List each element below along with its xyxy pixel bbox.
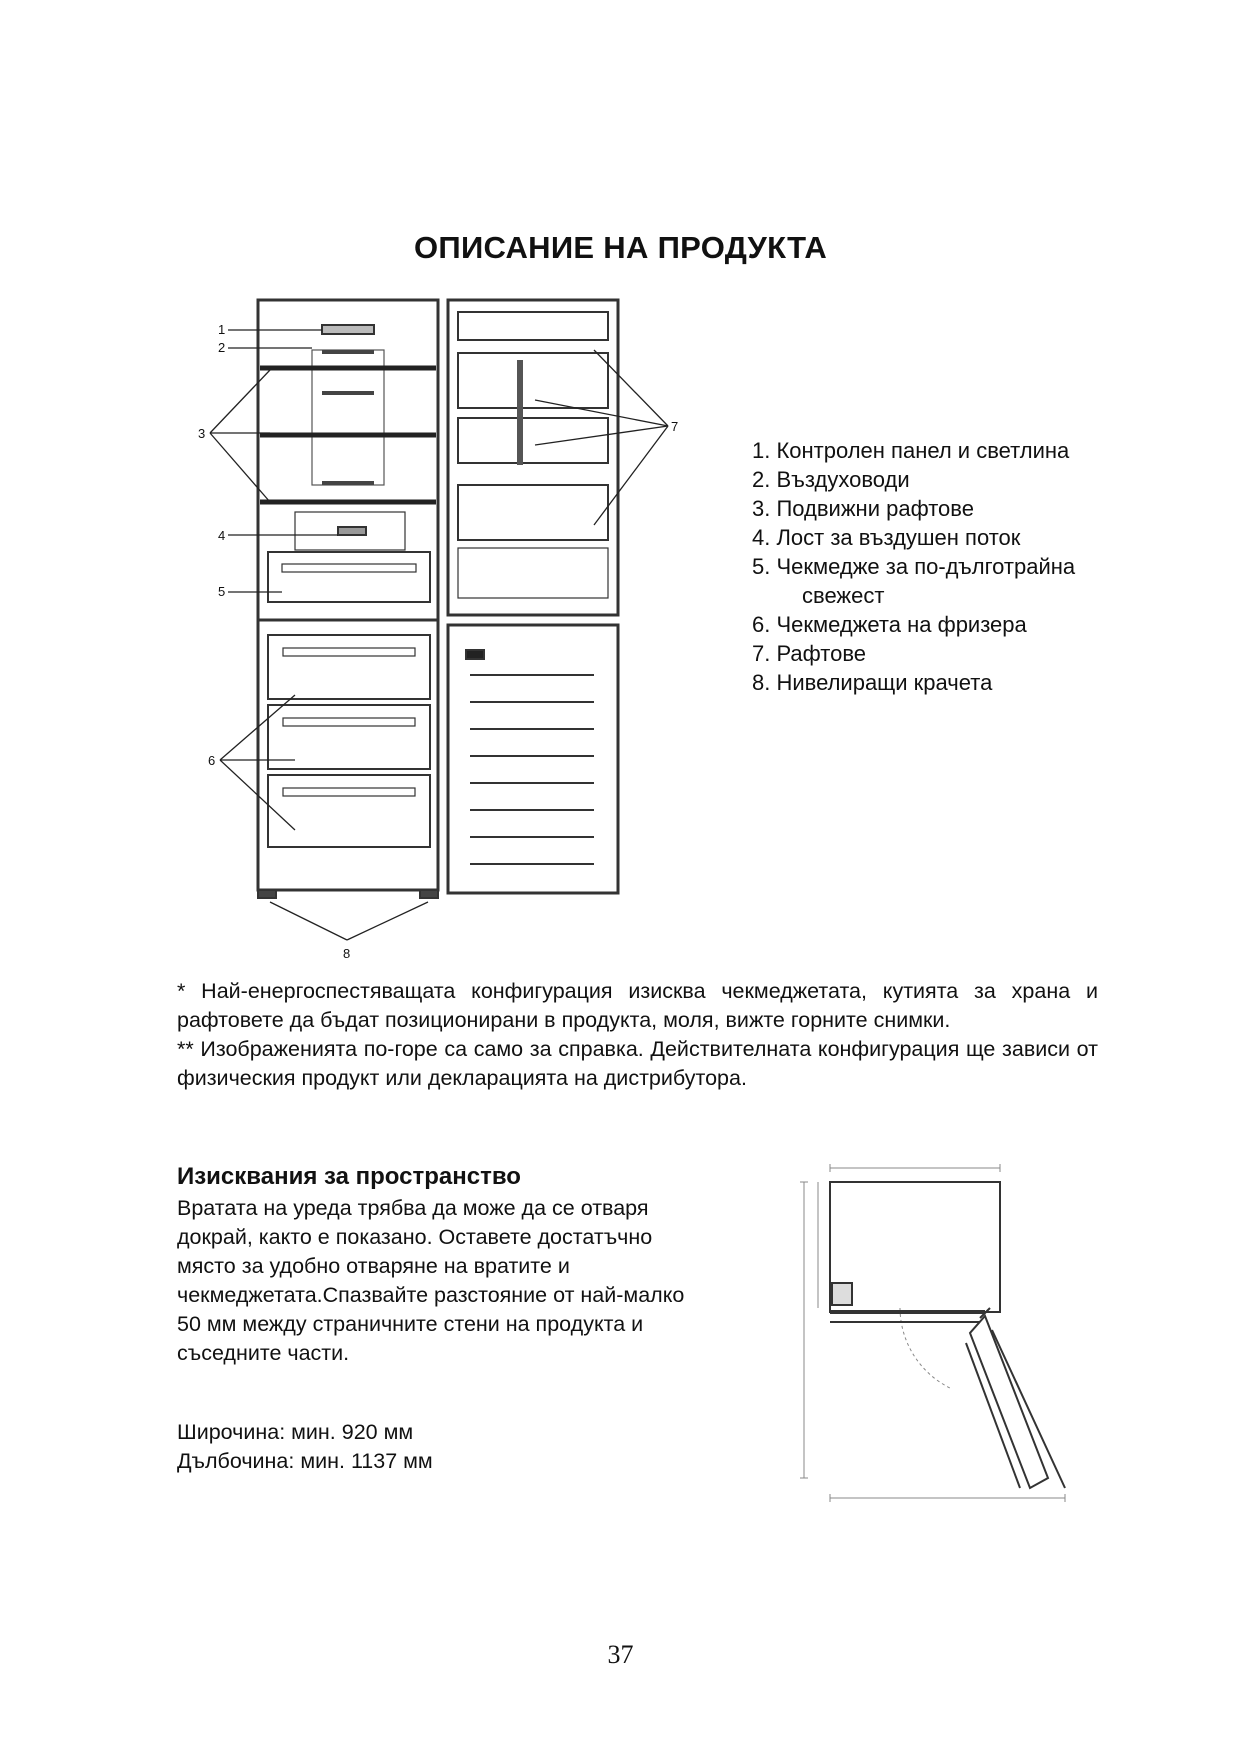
callout-1: 1 [218,322,226,337]
callout-4: 4 [218,528,226,543]
callout-6: 6 [208,753,216,768]
dimensions [177,1418,433,1476]
legend-item: 1. Контролен панел и светлина [752,438,1070,463]
callout-5: 5 [218,584,226,599]
legend-item: 7. Рафтове [752,641,866,666]
legend-item: 4. Лост за въздушен поток [752,525,1021,550]
note-images-reference: ** Изображенията по-горе са само за справка. Действителната конфигурация ще зависи от физическия продукт или декларацията на дистрибутора. [177,1037,1098,1090]
legend-item: 6. Чекмеджета на фризера [752,612,1027,637]
space-requirements-text: Вратата на уреда трябва да може да се отваря докрай, както е показано. Оставете достатъчно място за удобно отваряне на вратите и чекмеджетата.Спазвайте разстояние от най-малко 50 мм между страничните стени на продукта и съседните части. [177,1196,685,1365]
callout-3: 3 [198,426,206,441]
page-title: ОПИСАНИЕ НА ПРОДУКТА [413,230,828,265]
note-energy-config: * Най-енергоспестяващата конфигурация изисква чекмеджетата, кутията за храна и рафтовете да бъдат позиционирани в продукта, моля, вижте горните снимки. [177,979,1098,1032]
callout-7: 7 [671,419,679,434]
legend-item: 5. Чекмедже за по-дълготрайна свежест [752,554,1076,608]
callout-8: 8 [343,946,351,961]
notes [177,977,1098,1093]
legend-item: 2. Въздуховоди [752,467,910,492]
min-depth: Дълбочина: мин. 1137 мм [177,1449,433,1473]
legend-item: 8. Нивелиращи крачета [752,670,993,695]
callout-2: 2 [218,340,226,355]
legend-item: 3. Подвижни рафтове [752,496,974,521]
component-legend [752,436,1142,697]
door-clearance-diagram [780,1158,1080,1518]
min-width: Широчина: мин. 920 мм [177,1420,414,1444]
space-requirements-heading: Изисквания за пространство [177,1163,521,1190]
page-number: 37 [607,1640,634,1669]
fridge-diagram [190,290,690,970]
